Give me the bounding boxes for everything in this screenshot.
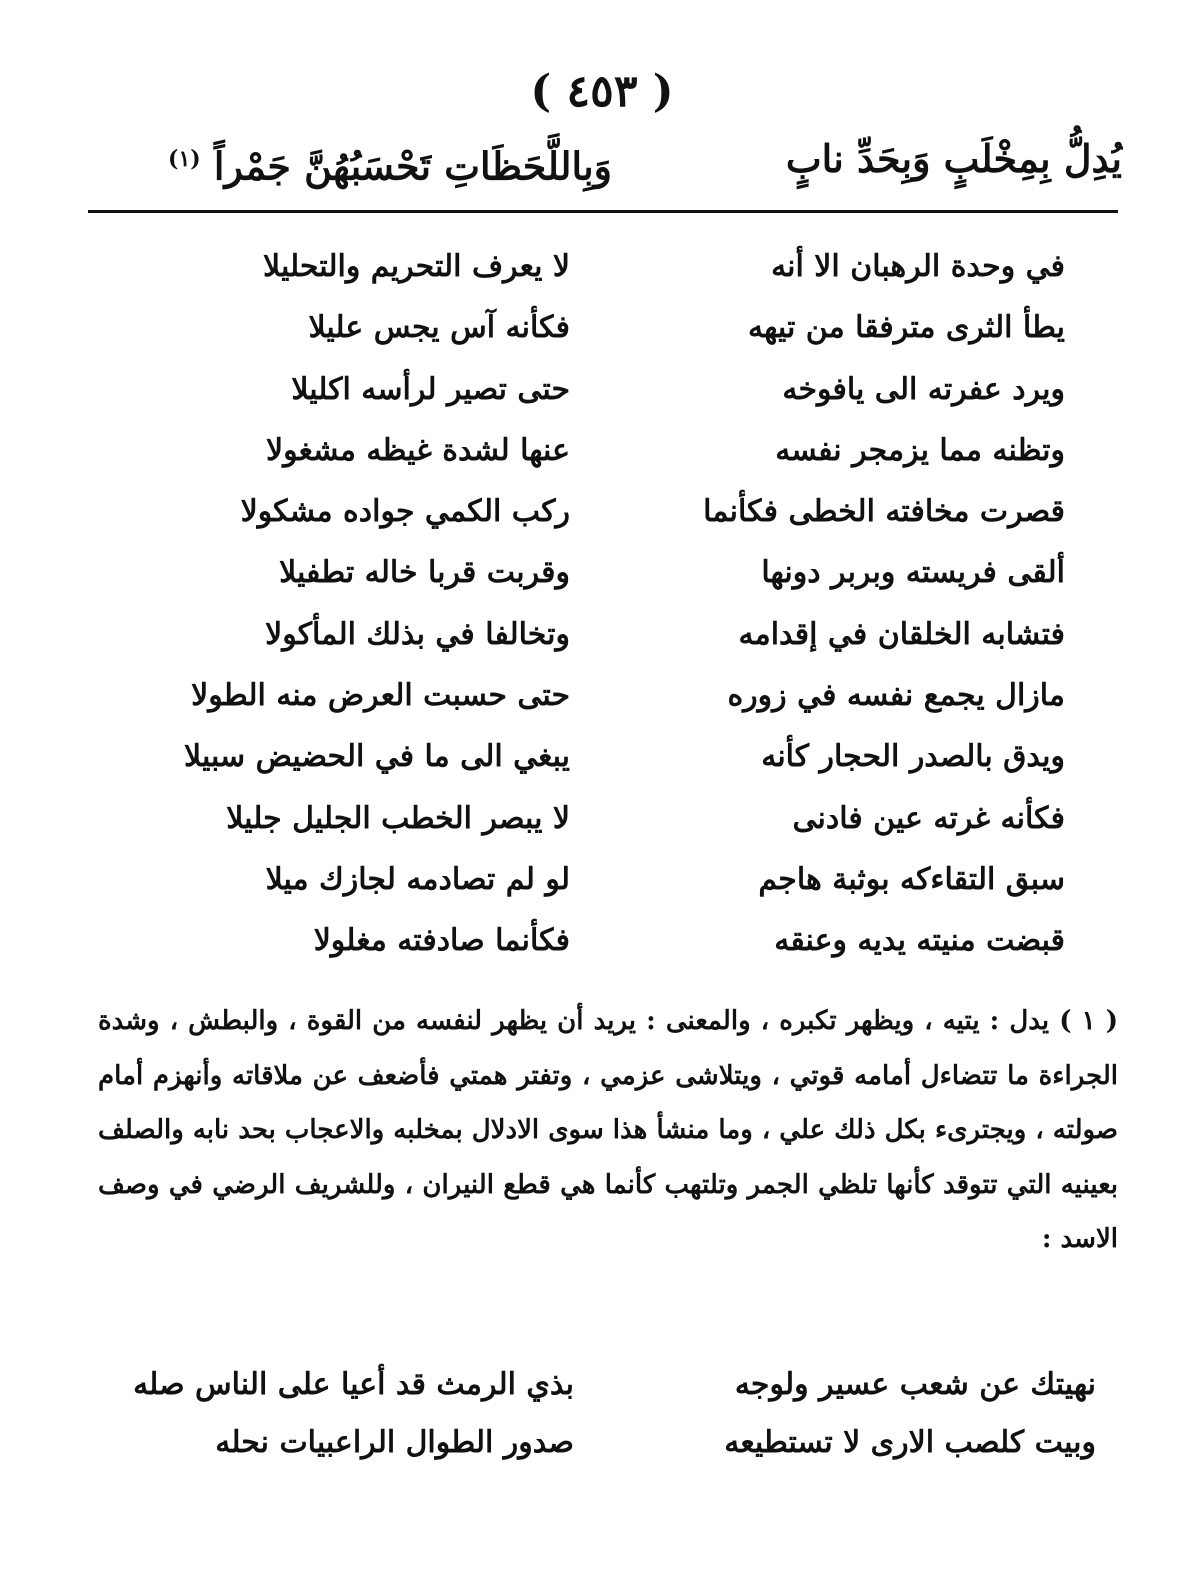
verse-second-hemistich: ركب الكمي جواده مشكولا [240, 494, 570, 530]
verse-first-hemistich: وبيت كلصب الارى لا تستطيعه [724, 1425, 1096, 1460]
verse-first-hemistich: سبق التقاءكه بوثبة هاجم [758, 861, 1065, 897]
verse-second-hemistich: لو لم تصادمه لجازك ميلا [265, 861, 570, 897]
verse [130, 910, 1065, 971]
verse-first-hemistich: وتظنه مما يزمجر نفسه [775, 432, 1065, 468]
verse [130, 420, 1065, 481]
verse-second-hemistich: صدور الطوال الراعبيات نحله [215, 1425, 574, 1460]
verse-first-hemistich: فتشابه الخلقان في إقدامه [738, 616, 1065, 652]
verse [130, 542, 1065, 603]
header-verse [92, 124, 1122, 194]
poem [130, 236, 1065, 972]
verse-first-hemistich: قصرت مخافته الخطى فكأنما [703, 494, 1065, 530]
verse-first-hemistich: ويدق بالصدر الحجار كأنه [761, 739, 1065, 775]
verse-first-hemistich: ويرد عفرته الى يافوخه [782, 371, 1065, 407]
header-verse-second-text: وَبِاللَّحَظَاتِ تَحْسَبُهُنَّ جَمْراً [213, 143, 612, 189]
verse [130, 726, 1065, 787]
verse [130, 297, 1065, 358]
verse-second-hemistich: وتخالفا في بذلك المأكولا [265, 616, 570, 652]
verse [130, 665, 1065, 726]
header-verse-first-hemistich: يُدِلُّ بِمِخْلَبٍ وَبِحَدِّ نابٍ [785, 136, 1122, 181]
verse-second-hemistich: وقربت قربا خاله تطفيلا [279, 555, 570, 591]
verse [130, 849, 1065, 910]
header-verse-second-hemistich [92, 124, 612, 202]
verse-first-hemistich: مازال يجمع نفسه في زوره [727, 678, 1065, 714]
verse-first-hemistich: يطأ الثرى مترفقا من تيهه [748, 310, 1065, 346]
verse [130, 481, 1065, 542]
verse-first-hemistich: ألقى فريسته وبربر دونها [761, 555, 1065, 591]
verse-second-hemistich: بذي الرمث قد أعيا على الناس صله [133, 1367, 574, 1402]
verse-second-hemistich: عنها لشدة غيظه مشغولا [266, 432, 570, 468]
verse-second-hemistich: لا يبصر الخطب الجليل جليلا [226, 800, 570, 836]
header-divider [88, 210, 1118, 213]
page-number: ( ٤٥٣ ) [530, 66, 674, 117]
footnote: ( ١ ) يدل : يتيه ، ويظهر تكبره ، والمعنى : يريد أن يظهر لنفسه من القوة ، والبطش ، وشدة الجراءة ما تتضاءل أمامه قوتي ، ويتلاشى عزمي ، وتفتر همتي فأضعف عن ملاقاته وأنهزم أمام صولته ، ويجترىء بكل ذلك علي ، وما منشأ هذا سوى الادلال بمخلبه والاعجاب بحد نابه والصلف بعينيه التي تتوقد كأنها تلظي الجمر وتلتهب كأنما هي قطع النيران ، وللشريف الرضي في وصف الاسد : [98, 1006, 1119, 1254]
verse-second-hemistich: لا يعرف التحريم والتحليلا [263, 249, 570, 284]
verse-second-hemistich: فكأنما صادفته مغلولا [313, 923, 570, 959]
verse-second-hemistich: حتى حسبت العرض منه الطولا [191, 678, 570, 714]
verse-second-hemistich: حتى تصير لرأسه اكليلا [291, 371, 570, 407]
verse-first-hemistich: في وحدة الرهبان الا أنه [771, 249, 1065, 284]
verse-first-hemistich: فكأنه غرته عين فادنى [792, 800, 1065, 836]
footnote-marker: (١) [168, 146, 201, 172]
verse [104, 1414, 1096, 1472]
verse [130, 236, 1065, 297]
verse [104, 1356, 1096, 1414]
verse [130, 604, 1065, 665]
verse-second-hemistich: يبغي الى ما في الحضيض سبيلا [184, 739, 570, 775]
quoted-poem [104, 1356, 1096, 1472]
verse-first-hemistich: قبضت منيته يديه وعنقه [774, 923, 1065, 959]
verse-first-hemistich: نهيتك عن شعب عسير ولوجه [734, 1367, 1096, 1402]
verse-second-hemistich: فكأنه آس يجس عليلا [308, 310, 570, 346]
verse [130, 359, 1065, 420]
verse [130, 788, 1065, 849]
